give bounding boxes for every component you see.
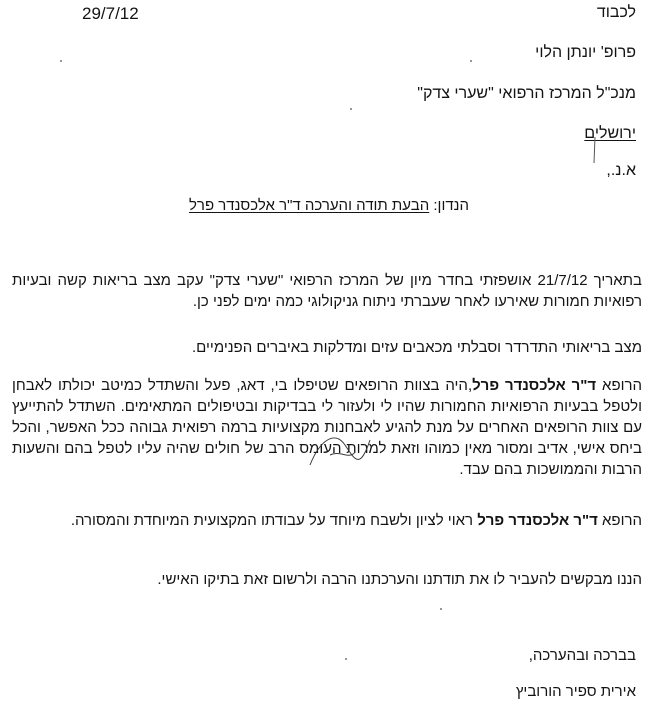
paragraph-3-rest: ,היה בצוות הרופאים שטיפלו בי, דאג, פעל והשתדל כמיטב יכולתו לאבחן ולטפל בבעיות הרפואיות החמורות שהיו לי ולעזור לי בבדיקות ובטיפולים המתאימים. השתדל להתייעץ עם צוות הרופאים האחרים על מנת להגיע לאבחנות מקצועיות ברמה רפואית גבוהה ככל האפשר, והכל ביחס אישי, אדיב ומסור מאין כמוהו וזאת למרות העומס הרב של חולים שהיה עליו לטפל בהם והשעות הרבות והממושכות בהם עבד. bbox=[12, 377, 642, 478]
doctor-name-2: ד"ר אלכסנדר פרל bbox=[477, 512, 598, 529]
handwritten-scribble bbox=[300, 410, 390, 480]
pen-mark bbox=[590, 135, 600, 165]
paragraph-4-start: הרופא bbox=[597, 512, 642, 529]
paper-speck bbox=[60, 60, 62, 62]
subject-label: הנדון: bbox=[433, 197, 470, 214]
subject-text: הבעת תודה והערכה ד"ר אלכסנדר פרל bbox=[188, 197, 430, 214]
paragraph-5: הננו מבקשים להעביר לו את תודתנו והערכתנו הרבה ולרשום זאת בתיקו האישי. bbox=[157, 571, 642, 588]
paper-speck bbox=[470, 60, 472, 62]
paragraph-4-rest: ראוי לציון ולשבח מיוחד על עבודתו המקצועית המיוחדת והמסורה. bbox=[70, 512, 478, 529]
paper-speck bbox=[440, 608, 442, 610]
closing: בברכה ובהערכה, bbox=[528, 647, 636, 664]
city: ירושלים bbox=[584, 125, 636, 142]
paragraph-4 bbox=[12, 510, 642, 531]
doctor-name: ד"ר אלכסנדר פרל bbox=[472, 377, 597, 394]
to-label: לכבוד bbox=[596, 4, 636, 21]
paper-speck bbox=[350, 108, 352, 110]
paper-speck bbox=[345, 658, 347, 660]
recipient-title: מנכ"ל המרכז הרפואי "שערי צדק" bbox=[417, 85, 636, 102]
paragraph-2: מצב בריאותי התדרדר וסבלתי מכאבים עזים ומדלקות באיברים הפנימיים. bbox=[191, 339, 642, 356]
subject-line bbox=[0, 197, 658, 214]
paragraph-3-start: הרופא bbox=[596, 377, 643, 394]
letter-date: 29/7/12 bbox=[82, 4, 139, 23]
recipient-name: פרופ' יונתן הלוי bbox=[535, 44, 636, 61]
paragraph-1: בתאריך 21/7/12 אושפזתי בחדר מיון של המרכז הרפואי "שערי צדק" עקב מצב בריאות קשה ובעיות רפואיות חמורות שאירעו לאחר שעברתי ניתוח גניקולוגי כמה ימים לפני כן. bbox=[12, 272, 643, 310]
signature-name: אירית ספיר הורוביץ bbox=[515, 683, 636, 700]
greeting: א.נ., bbox=[606, 162, 636, 179]
